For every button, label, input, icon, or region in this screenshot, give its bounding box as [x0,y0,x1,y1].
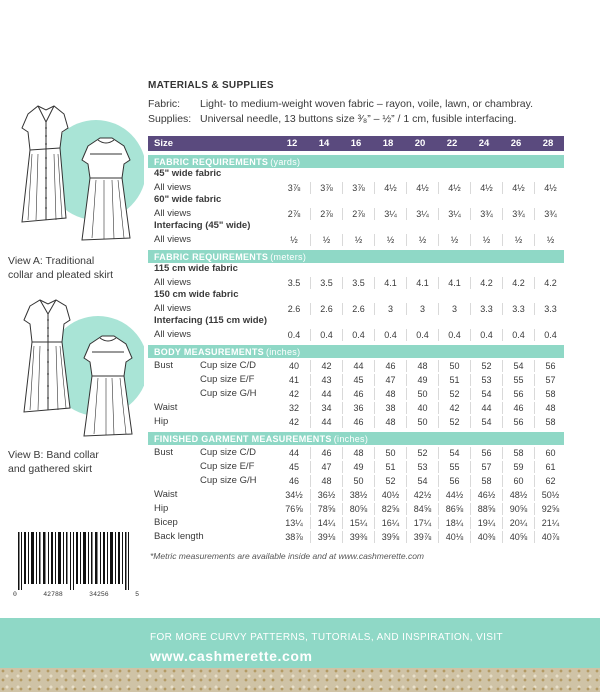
table-subheading-row [148,194,564,206]
value-cell: 42½ [406,489,438,501]
size-header-cell: 26 [510,138,522,149]
size-header-cell: 18 [382,138,394,149]
barcode-bars [12,532,140,590]
table-row [148,386,564,400]
value-cell: 4.1 [438,277,470,289]
value-cell: 3.3 [502,303,534,315]
value-cell: 58 [502,447,534,459]
section-header [148,345,564,358]
value-cell: 39⅜ [342,531,374,543]
value-cell: 51 [374,461,406,473]
value-cell: 48 [374,416,406,428]
value-cell: 46 [342,388,374,400]
value-cell: ½ [502,234,534,246]
value-cell: 41 [288,375,299,385]
row-label: Back length [154,531,204,542]
value-cell: 4.2 [534,277,566,289]
fabric-label: Fabric: [148,98,181,110]
value-cell: 50 [374,447,406,459]
view-a-illustration [8,88,144,248]
size-header-label: Size [154,138,174,149]
value-cell: 51 [438,374,470,386]
table-row [148,515,564,529]
value-cell: 0.4 [406,329,438,341]
value-cell: 4.1 [374,277,406,289]
value-cell: 4.2 [470,277,502,289]
bust-label: Bust [154,447,174,458]
value-cell: 60 [534,447,566,459]
barcode-digit-last: 5 [135,591,139,598]
value-cell: ½ [470,234,502,246]
value-cell: 50 [342,475,374,487]
value-cell: 3 [438,303,470,315]
table-row [148,372,564,386]
value-cell: 46½ [470,489,502,501]
section-title: BODY MEASUREMENTS [154,346,264,357]
row-label-wrap [148,360,278,372]
value-cell: 60 [502,475,534,487]
value-cell: 52 [406,447,438,459]
value-cell: 4½ [406,182,438,194]
table-row [148,473,564,487]
row-label-wrap [148,374,278,386]
value-cell: 44½ [438,489,470,501]
size-header-cell: 20 [414,138,426,149]
value-cell: 82⅝ [374,503,406,515]
value-cell: ½ [342,234,374,246]
value-cell: 4.1 [406,277,438,289]
value-cell: 21¼ [534,517,566,529]
value-cell: 47 [310,461,342,473]
value-cell: 38⅞ [285,532,303,542]
value-cell: 90⅝ [502,503,534,515]
value-cell: 40⅞ [534,531,566,543]
cup-size-label: Cup size E/F [200,374,255,385]
value-cell: 46 [288,476,299,486]
value-cell: 15¼ [342,517,374,529]
value-cell: 17¼ [406,517,438,529]
value-cell: 80⅝ [342,503,374,515]
table-subheading-row [148,168,564,180]
value-cell: 3 [374,303,406,315]
row-label: All views [154,329,191,340]
row-label: Hip [154,416,169,427]
value-cell: 4.2 [502,277,534,289]
section-unit: (inches) [333,433,369,444]
value-cell: 38 [374,402,406,414]
value-cell: 56 [534,360,566,372]
table-row [148,487,564,501]
value-cell: 54 [406,475,438,487]
value-cell: 56 [502,416,534,428]
value-cell: 3.3 [470,303,502,315]
row-label-wrap [148,447,278,459]
cup-size-label: Cup size C/D [200,447,256,458]
value-cell: 49 [342,461,374,473]
value-cell: 55 [502,374,534,386]
row-subheading: 45" wide fabric [154,168,222,179]
value-cell: 42 [288,417,299,427]
value-cell: 0.4 [502,329,534,341]
table-subheading-row [148,315,564,327]
value-cell: 40 [406,402,438,414]
metric-footnote: *Metric measurements are available inside and at www.cashmerette.com [150,551,425,561]
value-cell: 32 [288,403,299,413]
materials-title: MATERIALS & SUPPLIES [148,80,274,91]
row-subheading: Interfacing (115 cm wide) [154,315,267,326]
barcode-numbers [12,591,140,598]
value-cell: 57 [534,374,566,386]
row-label-wrap [148,475,278,487]
value-cell: 57 [470,461,502,473]
value-cell: ½ [438,234,470,246]
bust-label: Bust [154,360,174,371]
value-cell: 92⅝ [534,503,566,515]
value-cell: 3¾ [502,208,534,220]
value-cell: 3 [406,303,438,315]
supplies-row [148,112,564,127]
value-cell: 19¼ [470,517,502,529]
section-unit: (inches) [265,346,301,357]
fabric-value: Light- to medium-weight woven fabric – rayon, voile, lawn, or chambray. [200,98,534,110]
cup-size-label: Cup size E/F [200,461,255,472]
value-cell: 39⅝ [374,531,406,543]
value-cell: 48½ [502,489,534,501]
value-cell: 2.6 [342,303,374,315]
value-cell: 34½ [285,490,303,500]
cup-size-label: Cup size C/D [200,360,256,371]
value-cell: 2⅞ [287,209,301,219]
view-a-caption-line2: collar and pleated skirt [8,269,114,281]
size-header-cell: 28 [542,138,554,149]
row-label: Waist [154,402,178,413]
value-cell: ½ [290,235,298,245]
section-title: FABRIC REQUIREMENTS [154,251,269,262]
value-cell: 3¼ [406,208,438,220]
row-label: Bicep [154,517,178,528]
row-label-wrap [148,461,278,473]
table-subheading-row [148,220,564,232]
row-label: All views [154,208,191,219]
table-row [148,400,564,414]
table-row [148,529,564,543]
value-cell: 43 [310,374,342,386]
section-header [148,250,564,263]
value-cell: 59 [502,461,534,473]
value-cell: 50 [406,388,438,400]
table-subheading-row [148,289,564,301]
value-cell: 3⅞ [287,183,301,193]
table-row [148,275,564,289]
value-cell: 42 [288,389,299,399]
view-a-caption [8,254,144,282]
section-unit: (yards) [270,156,301,167]
value-cell: 4½ [470,182,502,194]
value-cell: 40 [288,361,299,371]
value-cell: 4½ [438,182,470,194]
row-label-wrap [148,388,278,400]
section-unit: (meters) [270,251,307,262]
row-subheading: 115 cm wide fabric [154,263,238,274]
value-cell: 45 [342,374,374,386]
value-cell: 36½ [310,489,342,501]
value-cell: 46 [310,447,342,459]
value-cell: 52 [438,416,470,428]
value-cell: 16¼ [374,517,406,529]
section-title: FINISHED GARMENT MEASUREMENTS [154,433,332,444]
value-cell: 50 [406,416,438,428]
value-cell: 4½ [374,182,406,194]
size-header-cell: 12 [286,138,298,149]
value-cell: 48 [374,388,406,400]
illustrations-column [0,0,146,640]
value-cell: 46 [342,416,374,428]
value-cell: 44 [288,448,299,458]
row-label: All views [154,234,191,245]
value-cell: 3¼ [374,208,406,220]
view-b-caption-line1: View B: Band collar [8,449,99,461]
value-cell: 39⅞ [406,531,438,543]
value-cell: 20¼ [502,517,534,529]
value-cell: 58 [534,416,566,428]
value-cell: 44 [470,402,502,414]
row-label: All views [154,182,191,193]
size-header-cell: 14 [318,138,330,149]
value-cell: 48 [406,360,438,372]
value-cell: 40⅝ [502,531,534,543]
table-row [148,501,564,515]
barcode-digit-first: 0 [13,591,17,598]
value-cell: 0.4 [470,329,502,341]
fabric-row [148,97,564,112]
value-cell: 4½ [502,182,534,194]
value-cell: 42 [438,402,470,414]
table-row [148,414,564,428]
view-a [8,88,144,282]
table-row [148,327,564,341]
section-header [148,155,564,168]
value-cell: 54 [470,388,502,400]
value-cell: 39⅛ [310,531,342,543]
value-cell: 3¾ [534,208,566,220]
value-cell: ½ [310,234,342,246]
value-cell: 40½ [374,489,406,501]
value-cell: 50½ [534,489,566,501]
row-subheading: Interfacing (45" wide) [154,220,251,231]
size-header-cell: 16 [350,138,362,149]
row-label: All views [154,303,191,314]
value-cell: 44 [310,416,342,428]
barcode-group2: 34256 [89,591,109,598]
value-cell: 78⅝ [310,503,342,515]
value-cell: 46 [502,402,534,414]
value-cell: 56 [502,388,534,400]
value-cell: 2⅞ [342,208,374,220]
banner-tagline: FOR MORE CURVY PATTERNS, TUTORIALS, AND INSPIRATION, VISIT [150,632,504,643]
supplies-label: Supplies: [148,113,192,125]
value-cell: 3.5 [287,278,301,288]
barcode-group1: 42788 [43,591,63,598]
value-cell: 2⅞ [310,208,342,220]
value-cell: 3.3 [534,303,566,315]
value-cell: 61 [534,461,566,473]
value-cell: 56 [470,447,502,459]
table-row [148,358,564,372]
measurement-sections [148,155,564,543]
table-row [148,445,564,459]
value-cell: 0.4 [342,329,374,341]
value-cell: 47 [374,374,406,386]
value-cell: 14¼ [310,517,342,529]
value-cell: ½ [374,234,406,246]
row-subheading: 150 cm wide fabric [154,289,239,300]
value-cell: 52 [470,360,502,372]
value-cell: 34 [310,402,342,414]
size-header-cell: 24 [478,138,490,149]
value-cell: 58 [470,475,502,487]
value-cell: 62 [534,475,566,487]
value-cell: 44 [342,360,374,372]
table-subheading-row [148,263,564,275]
value-cell: 36 [342,402,374,414]
value-cell: 52 [438,388,470,400]
value-cell: 0.4 [534,329,566,341]
value-cell: 49 [406,374,438,386]
value-cell: 84⅝ [406,503,438,515]
value-cell: 38½ [342,489,374,501]
view-a-caption-line1: View A: Traditional [8,255,95,267]
value-cell: 56 [438,475,470,487]
value-cell: 3¼ [438,208,470,220]
size-header-cell: 22 [446,138,458,149]
footer-banner [0,618,600,668]
value-cell: 45 [288,462,299,472]
value-cell: 40⅛ [438,531,470,543]
value-cell: 0.4 [374,329,406,341]
row-label: All views [154,277,191,288]
value-cell: 0.4 [287,330,301,340]
value-cell: 44 [310,388,342,400]
value-cell: ½ [406,234,438,246]
row-label: Hip [154,503,169,514]
value-cell: ½ [534,234,566,246]
value-cell: 58 [534,388,566,400]
value-cell: 52 [374,475,406,487]
value-cell: 2.6 [287,304,301,314]
value-cell: 2.6 [310,303,342,315]
supplies-value: Universal needle, 13 buttons size ³⁄₈” – ½” / 1 cm, fusible interfacing. [200,113,517,125]
value-cell: 53 [470,374,502,386]
value-cell: 54 [502,360,534,372]
value-cell: 50 [438,360,470,372]
value-cell: 3.5 [310,277,342,289]
value-cell: 3⅞ [342,182,374,194]
value-cell: 4½ [534,182,566,194]
row-subheading: 60" wide fabric [154,194,222,205]
section-header [148,432,564,445]
value-cell: 42 [310,360,342,372]
table-row [148,459,564,473]
section-title: FABRIC REQUIREMENTS [154,156,269,167]
value-cell: 3.5 [342,277,374,289]
cup-size-label: Cup size G/H [200,475,257,486]
value-cell: 3¾ [470,208,502,220]
value-cell: 0.4 [438,329,470,341]
value-cell: 3⅞ [310,182,342,194]
value-cell: 86⅝ [438,503,470,515]
banner-url: www.cashmerette.com [150,648,313,664]
value-cell: 48 [310,475,342,487]
value-cell: 13¼ [285,518,303,528]
value-cell: 46 [374,360,406,372]
value-cell: 48 [534,402,566,414]
row-label: Waist [154,489,178,500]
cup-size-label: Cup size G/H [200,388,257,399]
view-b-illustration [8,288,144,444]
value-cell: 53 [406,461,438,473]
size-header-bar [148,136,564,151]
view-b [8,288,144,476]
value-cell: 55 [438,461,470,473]
view-b-caption [8,448,144,476]
value-cell: 18¼ [438,517,470,529]
value-cell: 0.4 [310,329,342,341]
value-cell: 40⅜ [470,531,502,543]
table-row [148,206,564,220]
view-b-caption-line2: and gathered skirt [8,463,93,475]
value-cell: 48 [342,447,374,459]
table-row [148,180,564,194]
barcode [12,532,140,598]
value-cell: 54 [438,447,470,459]
value-cell: 54 [470,416,502,428]
specs-column [148,80,564,561]
table-row [148,232,564,246]
table-row [148,301,564,315]
value-cell: 88⅝ [470,503,502,515]
value-cell: 76⅝ [285,504,303,514]
speckle-texture [0,668,600,692]
